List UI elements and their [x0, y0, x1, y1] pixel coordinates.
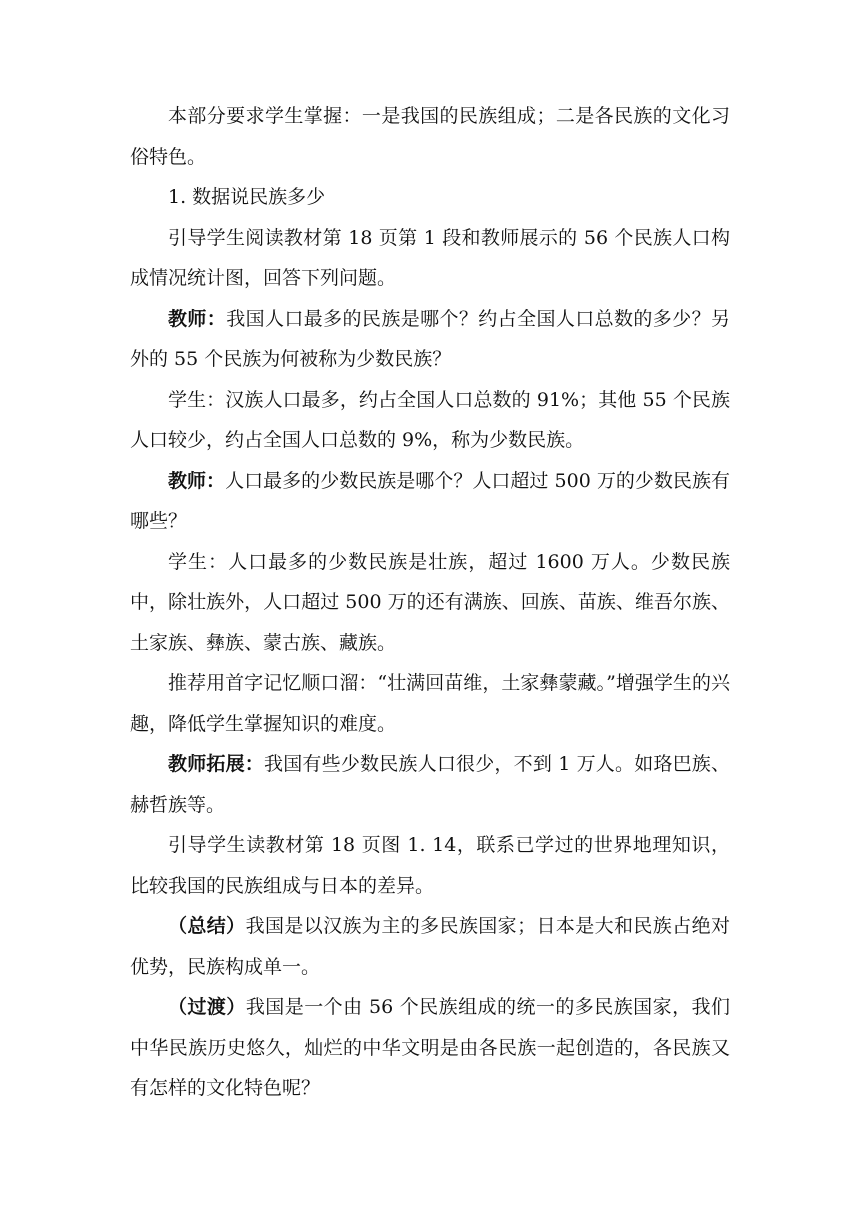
- paragraph-lead: （总结）: [168, 915, 246, 937]
- paragraph-lead: 教师：: [168, 307, 227, 330]
- paragraph-text: 1. 数据说民族多少: [168, 186, 326, 208]
- paragraph-mnemonic: [130, 663, 730, 744]
- paragraph-text: 我国是一个由 56 个民族组成的统一的多民族国家，我们中华民族历史悠久，灿烂的中华文明是由各民族一起创造的，各民族又有怎样的文化特色呢？: [130, 996, 730, 1099]
- paragraph-guide-reading: [130, 218, 730, 299]
- paragraph-compare-japan: [130, 825, 730, 906]
- paragraph-text: 引导学生读教材第 18 页图 1. 14，联系已学过的世界地理知识，比较我国的民族组成与日本的差异。: [130, 834, 730, 897]
- paragraph-transition: [130, 987, 730, 1109]
- paragraph-teacher-question-2: [130, 461, 730, 542]
- paragraph-lead: 教师：: [168, 469, 226, 492]
- paragraph-text: 学生：汉族人口最多，约占全国人口总数的 91%；其他 55 个民族人口较少，约占全国人口总数的 9%，称为少数民族。: [130, 388, 730, 451]
- paragraph-text: 我国有些少数民族人口很少，不到 1 万人。如珞巴族、赫哲族等。: [130, 753, 730, 816]
- document-page: [130, 96, 730, 1109]
- paragraph-text: 本部分要求学生掌握：一是我国的民族组成；二是各民族的文化习俗特色。: [130, 105, 730, 168]
- paragraph-text: 人口最多的少数民族是哪个？人口超过 500 万的少数民族有哪些？: [130, 469, 730, 532]
- paragraph-summary: [130, 906, 730, 987]
- section-heading: [130, 177, 730, 218]
- paragraph-text: 我国是以汉族为主的多民族国家；日本是大和民族占绝对优势，民族构成单一。: [130, 915, 730, 978]
- paragraph-text: 我国人口最多的民族是哪个？约占全国人口总数的多少？另外的 55 个民族为何被称为少数民族？: [130, 307, 730, 370]
- paragraph-student-answer-1: [130, 380, 730, 461]
- paragraph-intro: [130, 96, 730, 177]
- paragraph-lead: （过渡）: [168, 996, 246, 1018]
- paragraph-teacher-extension: [130, 744, 730, 825]
- paragraph-text: 学生：人口最多的少数民族是壮族，超过 1600 万人。少数民族中，除壮族外，人口超过 500 万的还有满族、回族、苗族、维吾尔族、土家族、彝族、蒙古族、藏族。: [130, 550, 730, 654]
- paragraph-student-answer-2: [130, 542, 730, 664]
- paragraph-lead: 教师拓展：: [168, 753, 265, 775]
- paragraph-text: 引导学生阅读教材第 18 页第 1 段和教师展示的 56 个民族人口构成情况统计图，回答下列问题。: [130, 226, 730, 289]
- paragraph-teacher-question-1: [130, 299, 730, 380]
- paragraph-text: 推荐用首字记忆顺口溜：“壮满回苗维，土家彝蒙藏。”增强学生的兴趣，降低学生掌握知识的难度。: [130, 672, 730, 735]
